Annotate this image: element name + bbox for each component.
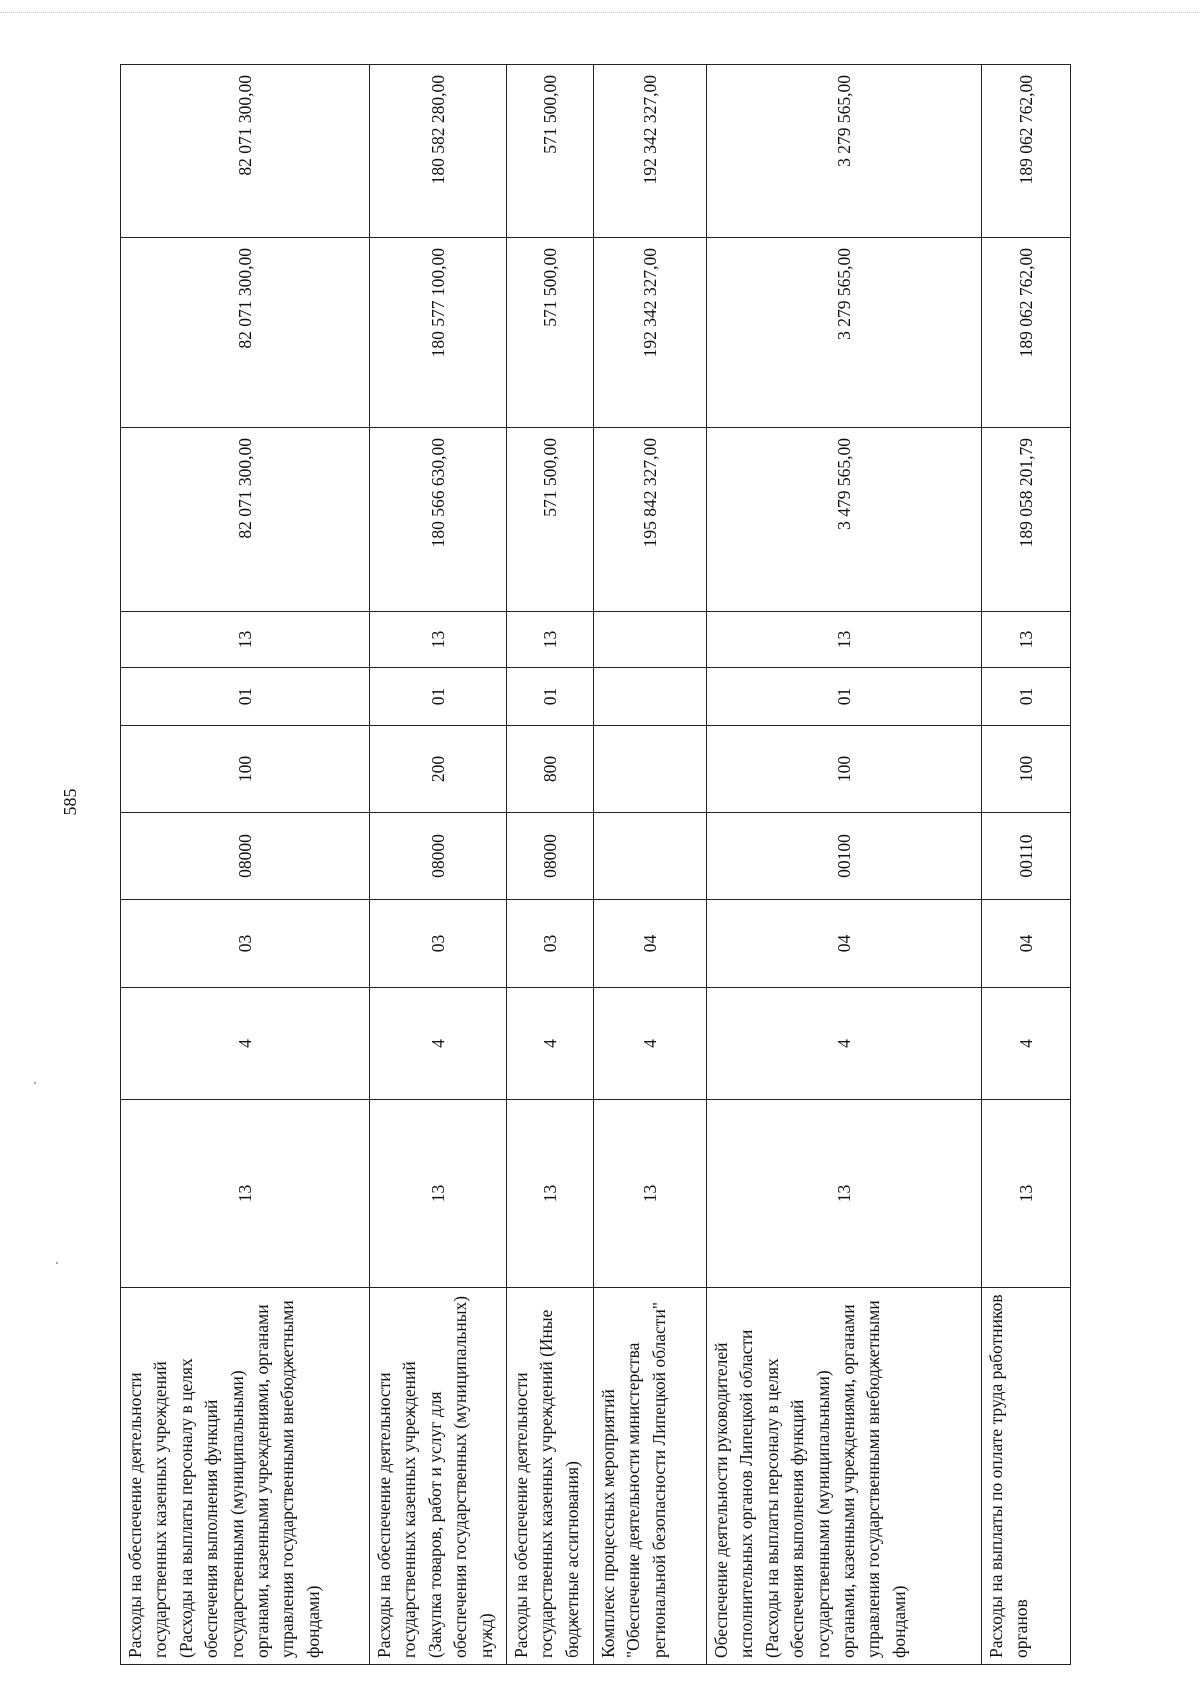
cell-c5: 100 bbox=[982, 726, 1071, 813]
cell-c3: 04 bbox=[594, 900, 707, 988]
scan-edge-line bbox=[0, 12, 1200, 13]
cell-c6: 01 bbox=[370, 668, 507, 726]
cell-c4 bbox=[594, 813, 707, 900]
cell-amount-3: 3 279 565,00 bbox=[707, 65, 982, 238]
cell-amount-2: 189 062 762,00 bbox=[982, 238, 1071, 428]
cell-c6: 01 bbox=[121, 668, 370, 726]
cell-c1: 13 bbox=[121, 1100, 370, 1288]
cell-c3: 04 bbox=[982, 900, 1071, 988]
scan-speck bbox=[56, 1262, 58, 1264]
cell-c2: 4 bbox=[121, 988, 370, 1100]
cell-c5: 100 bbox=[707, 726, 982, 813]
table-row bbox=[121, 65, 370, 1665]
table-row bbox=[982, 65, 1071, 1665]
cell-c7: 13 bbox=[121, 612, 370, 668]
budget-table bbox=[120, 64, 1071, 1665]
cell-amount-2: 3 279 565,00 bbox=[707, 238, 982, 428]
cell-c3: 03 bbox=[121, 900, 370, 988]
cell-amount-1: 180 566 630,00 bbox=[370, 428, 507, 612]
budget-table-rotated bbox=[120, 65, 1070, 1665]
cell-amount-1: 571 500,00 bbox=[507, 428, 594, 612]
cell-c2: 4 bbox=[707, 988, 982, 1100]
cell-amount-3: 192 342 327,00 bbox=[594, 65, 707, 238]
table-row bbox=[707, 65, 982, 1665]
cell-c5 bbox=[594, 726, 707, 813]
cell-c3: 03 bbox=[370, 900, 507, 988]
cell-amount-2: 192 342 327,00 bbox=[594, 238, 707, 428]
row-description: Расходы на обеспечение деятельности государственных казенных учреждений (Закупка товаров, работ и услуг для обеспечения государственных (муниципальных) нужд) bbox=[370, 1288, 507, 1665]
cell-c1: 13 bbox=[594, 1100, 707, 1288]
cell-amount-2: 82 071 300,00 bbox=[121, 238, 370, 428]
cell-c4: 00100 bbox=[707, 813, 982, 900]
cell-c7: 13 bbox=[982, 612, 1071, 668]
cell-c5: 200 bbox=[370, 726, 507, 813]
cell-c7: 13 bbox=[707, 612, 982, 668]
cell-c6: 01 bbox=[982, 668, 1071, 726]
table-row bbox=[370, 65, 507, 1665]
cell-c1: 13 bbox=[507, 1100, 594, 1288]
cell-amount-1: 195 842 327,00 bbox=[594, 428, 707, 612]
cell-c5: 800 bbox=[507, 726, 594, 813]
cell-c7: 13 bbox=[370, 612, 507, 668]
cell-c1: 13 bbox=[370, 1100, 507, 1288]
cell-c4: 08000 bbox=[370, 813, 507, 900]
cell-c4: 00110 bbox=[982, 813, 1071, 900]
cell-amount-3: 82 071 300,00 bbox=[121, 65, 370, 238]
cell-c2: 4 bbox=[594, 988, 707, 1100]
cell-amount-3: 189 062 762,00 bbox=[982, 65, 1071, 238]
table-row bbox=[594, 65, 707, 1665]
cell-amount-1: 82 071 300,00 bbox=[121, 428, 370, 612]
cell-amount-1: 3 479 565,00 bbox=[707, 428, 982, 612]
cell-c6: 01 bbox=[507, 668, 594, 726]
cell-amount-2: 180 577 100,00 bbox=[370, 238, 507, 428]
table-row bbox=[507, 65, 594, 1665]
cell-c2: 4 bbox=[507, 988, 594, 1100]
scan-speck bbox=[34, 1082, 36, 1084]
cell-c2: 4 bbox=[982, 988, 1071, 1100]
cell-c1: 13 bbox=[982, 1100, 1071, 1288]
row-description: Расходы на выплаты по оплате труда работников органов bbox=[982, 1288, 1071, 1665]
row-description: Расходы на обеспечение деятельности государственных казенных учреждений (Иные бюджетные ассигнования) bbox=[507, 1288, 594, 1665]
cell-c4: 08000 bbox=[121, 813, 370, 900]
cell-amount-3: 571 500,00 bbox=[507, 65, 594, 238]
cell-c6: 01 bbox=[707, 668, 982, 726]
cell-amount-1: 189 058 201,79 bbox=[982, 428, 1071, 612]
cell-c7: 13 bbox=[507, 612, 594, 668]
cell-c6 bbox=[594, 668, 707, 726]
cell-amount-2: 571 500,00 bbox=[507, 238, 594, 428]
row-description: Обеспечение деятельности руководителей исполнительных органов Липецкой области (Расходы на выплаты персоналу в целях обеспечения выполнения функций государственными (муниципальными) органами, казенными учреждениями, органами управления государственными внебюджетными фондами) bbox=[707, 1288, 982, 1665]
cell-c7 bbox=[594, 612, 707, 668]
cell-c5: 100 bbox=[121, 726, 370, 813]
cell-c4: 08000 bbox=[507, 813, 594, 900]
cell-c3: 04 bbox=[707, 900, 982, 988]
cell-c3: 03 bbox=[507, 900, 594, 988]
page-number: 585 bbox=[60, 788, 80, 816]
row-description: Комплекс процессных мероприятий "Обеспечение деятельности министерства региональной безопасности Липецкой области" bbox=[594, 1288, 707, 1665]
row-description: Расходы на обеспечение деятельности государственных казенных учреждений (Расходы на выплаты персоналу в целях обеспечения выполнения функций государственными (муниципальными) органами, казенными учреждениями, органами управления государственными внебюджетными фондами) bbox=[121, 1288, 370, 1665]
cell-c2: 4 bbox=[370, 988, 507, 1100]
cell-c1: 13 bbox=[707, 1100, 982, 1288]
cell-amount-3: 180 582 280,00 bbox=[370, 65, 507, 238]
